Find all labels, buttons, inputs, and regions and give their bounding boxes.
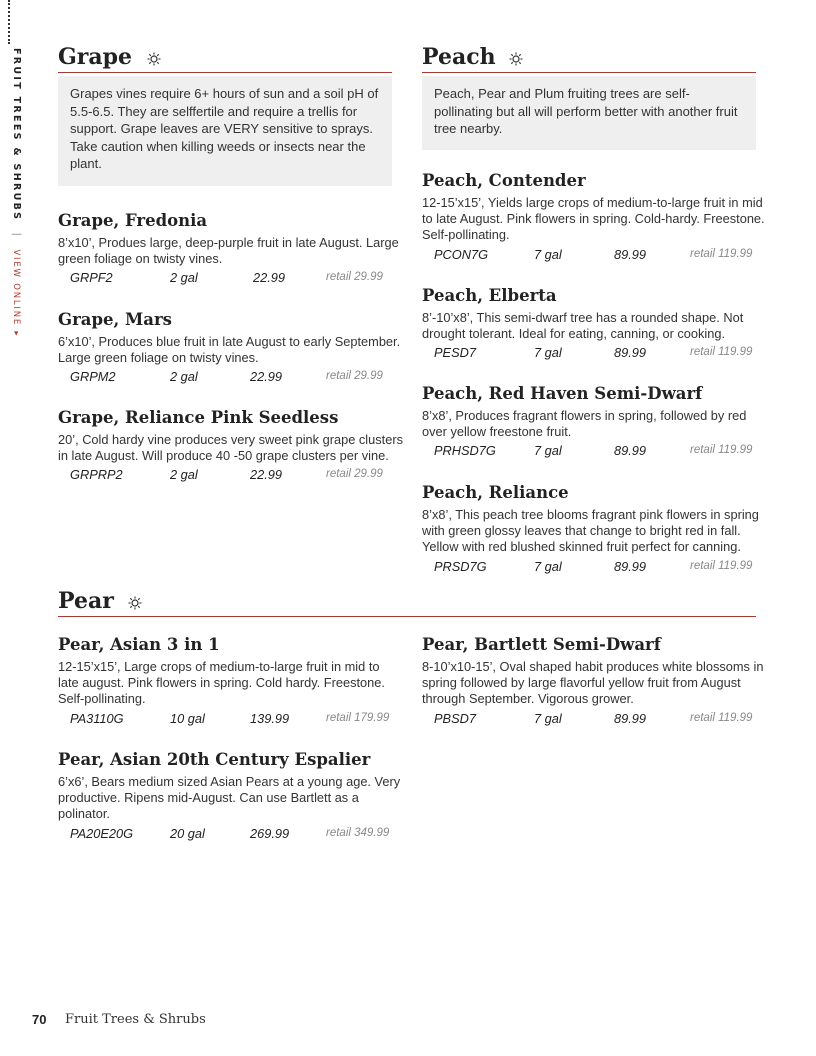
- product-price: 22.99: [250, 467, 283, 483]
- product-size: 2 gal: [170, 467, 198, 483]
- product-price: 139.99: [250, 710, 290, 726]
- view-online-link[interactable]: VIEW ONLINE: [11, 249, 21, 327]
- product-sku: PA20E20G: [70, 825, 134, 841]
- product-size: 2 gal: [170, 270, 198, 286]
- grape-info-box: Grapes vines require 6+ hours of sun and a soil pH of 5.5-6.5. They are selffertile and require a trellis for support. Grape leaves are VERY sensitive to sprays. Take caution when killing weeds or insects near the plant.: [58, 76, 392, 186]
- product-name: Pear, Bartlett Semi-Dwarf: [422, 635, 661, 654]
- product-price-row: [422, 711, 772, 729]
- product-name: Grape, Fredonia: [58, 211, 208, 230]
- product-grape-reliance: [58, 408, 403, 485]
- side-tab: [11, 48, 22, 337]
- product-name: Peach, Reliance: [422, 483, 569, 502]
- product-grape-mars: [58, 310, 403, 387]
- product-price: 89.99: [614, 710, 647, 726]
- product-sku: GRPF2: [70, 270, 113, 286]
- product-name: Grape, Mars: [58, 310, 172, 329]
- product-size: 20 gal: [170, 825, 205, 841]
- side-tab-dots: [8, 0, 10, 44]
- product-price: 89.99: [614, 246, 647, 262]
- product-price: 89.99: [614, 558, 647, 574]
- product-price-row: [58, 467, 403, 485]
- product-description: 8’x8’, This peach tree blooms fragrant pink flowers in spring with green glossy leaves that change to bright red in fall. Yellow with red blushed skinned fruit perfect for canning.: [422, 507, 759, 555]
- product-description: 8-10’x10-15’, Oval shaped habit produces white blossoms in spring followed by large flavorful yellow fruit from August through September. Vigorous grower.: [422, 659, 764, 707]
- sun-icon: [128, 596, 142, 610]
- peach-section-header: [422, 44, 756, 73]
- product-name: Peach, Elberta: [422, 286, 557, 305]
- product-price-row: [58, 711, 403, 729]
- product-description: 8’x8’, Produces fragrant flowers in spring, followed by red over yellow freestone fruit.: [422, 408, 747, 440]
- product-retail: retail 29.99: [326, 370, 383, 383]
- product-size: 10 gal: [170, 710, 205, 726]
- product-price: 269.99: [250, 825, 290, 841]
- product-size: 7 gal: [534, 710, 562, 726]
- product-size: 7 gal: [534, 246, 562, 262]
- side-tab-separator: |: [11, 232, 22, 239]
- product-pear-asian-20th-century: [58, 750, 408, 844]
- product-price-row: [422, 559, 774, 577]
- product-sku: PA3110G: [70, 710, 124, 726]
- product-sku: PRHSD7G: [434, 443, 496, 459]
- product-retail: retail 29.99: [326, 468, 383, 481]
- product-description: 8’-10’x8’, This semi-dwarf tree has a rounded shape. Not drought tolerant. Ideal for eating, canning, or cooking.: [422, 310, 744, 342]
- product-retail: retail 119.99: [690, 247, 753, 260]
- product-sku: PRSD7G: [434, 558, 487, 574]
- product-pear-bartlett: [422, 635, 772, 729]
- product-price-row: [58, 369, 403, 387]
- product-sku: PCON7G: [434, 246, 489, 262]
- product-price-row: [422, 345, 772, 363]
- product-name: Peach, Red Haven Semi-Dwarf: [422, 384, 703, 403]
- product-size: 7 gal: [534, 345, 562, 361]
- product-peach-red-haven: [422, 384, 772, 461]
- product-peach-reliance: [422, 483, 774, 577]
- product-retail: retail 29.99: [326, 271, 383, 284]
- product-peach-contender: [422, 171, 772, 265]
- product-price-row: [58, 270, 403, 288]
- product-price-row: [422, 247, 772, 265]
- product-retail: retail 349.99: [326, 826, 390, 839]
- pear-section-title: Pear: [58, 588, 114, 614]
- product-sku: GRPM2: [70, 369, 116, 385]
- product-size: 2 gal: [170, 369, 198, 385]
- product-description: 12-15’x15’, Yields large crops of medium-to-large fruit in mid to late August. Pink flowers in spring. Cold-hardy. Freestone. Self-pollinating.: [422, 195, 765, 243]
- grape-section-header: [58, 44, 392, 73]
- product-name: Grape, Reliance Pink Seedless: [58, 408, 339, 427]
- product-name: Pear, Asian 3 in 1: [58, 635, 220, 654]
- product-size: 7 gal: [534, 558, 562, 574]
- product-description: 20’, Cold hardy vine produces very sweet pink grape clusters in late August. Will produce 40 -50 grape clusters per vine.: [58, 432, 403, 464]
- product-name: Pear, Asian 20th Century Espalier: [58, 750, 371, 769]
- product-pear-asian-3in1: [58, 635, 403, 729]
- pear-section-header: [58, 588, 756, 617]
- page-number: 70: [32, 1012, 47, 1027]
- peach-section-title: Peach: [422, 44, 496, 70]
- product-retail: retail 119.99: [690, 346, 753, 359]
- side-tab-label: FRUIT TREES & SHRUBS: [11, 48, 22, 222]
- product-price: 89.99: [614, 443, 647, 459]
- product-description: 6’x6’, Bears medium sized Asian Pears at a young age. Very productive. Ripens mid-August. Can use Bartlett as a polinator.: [58, 774, 401, 822]
- product-retail: retail 119.99: [690, 559, 753, 572]
- product-grape-fredonia: [58, 211, 403, 288]
- product-sku: PBSD7: [434, 710, 476, 726]
- product-name: Peach, Contender: [422, 171, 586, 190]
- product-size: 7 gal: [534, 443, 562, 459]
- product-description: 12-15’x15’, Large crops of medium-to-large fruit in mid to late august. Pink flowers in spring. Cold hardy. Freestone. Self-pollinating.: [58, 659, 385, 707]
- product-sku: PESD7: [434, 345, 476, 361]
- product-description: 6’x10’, Produces blue fruit in late August to early September. Large green foliage on twisty vines.: [58, 334, 401, 366]
- sun-icon: [509, 52, 523, 66]
- product-retail: retail 119.99: [690, 444, 753, 457]
- product-retail: retail 119.99: [690, 711, 753, 724]
- product-sku: GRPRP2: [70, 467, 123, 483]
- product-price-row: [422, 443, 772, 461]
- product-description: 8’x10’, Produes large, deep-purple fruit in late August. Large green foliage on twisty vines.: [58, 235, 399, 267]
- product-price: 89.99: [614, 345, 647, 361]
- product-price-row: [58, 826, 408, 844]
- product-retail: retail 179.99: [326, 711, 390, 724]
- peach-info-box: Peach, Pear and Plum fruiting trees are self-pollinating but all will perform better with another fruit tree nearby.: [422, 76, 756, 150]
- product-price: 22.99: [250, 369, 283, 385]
- product-price: 22.99: [253, 270, 286, 286]
- product-peach-elberta: [422, 286, 772, 363]
- grape-section-title: Grape: [58, 44, 133, 70]
- sun-icon: [147, 52, 161, 66]
- footer-section-title: Fruit Trees & Shrubs: [65, 1012, 206, 1027]
- arrow-icon[interactable]: ▸: [11, 331, 21, 338]
